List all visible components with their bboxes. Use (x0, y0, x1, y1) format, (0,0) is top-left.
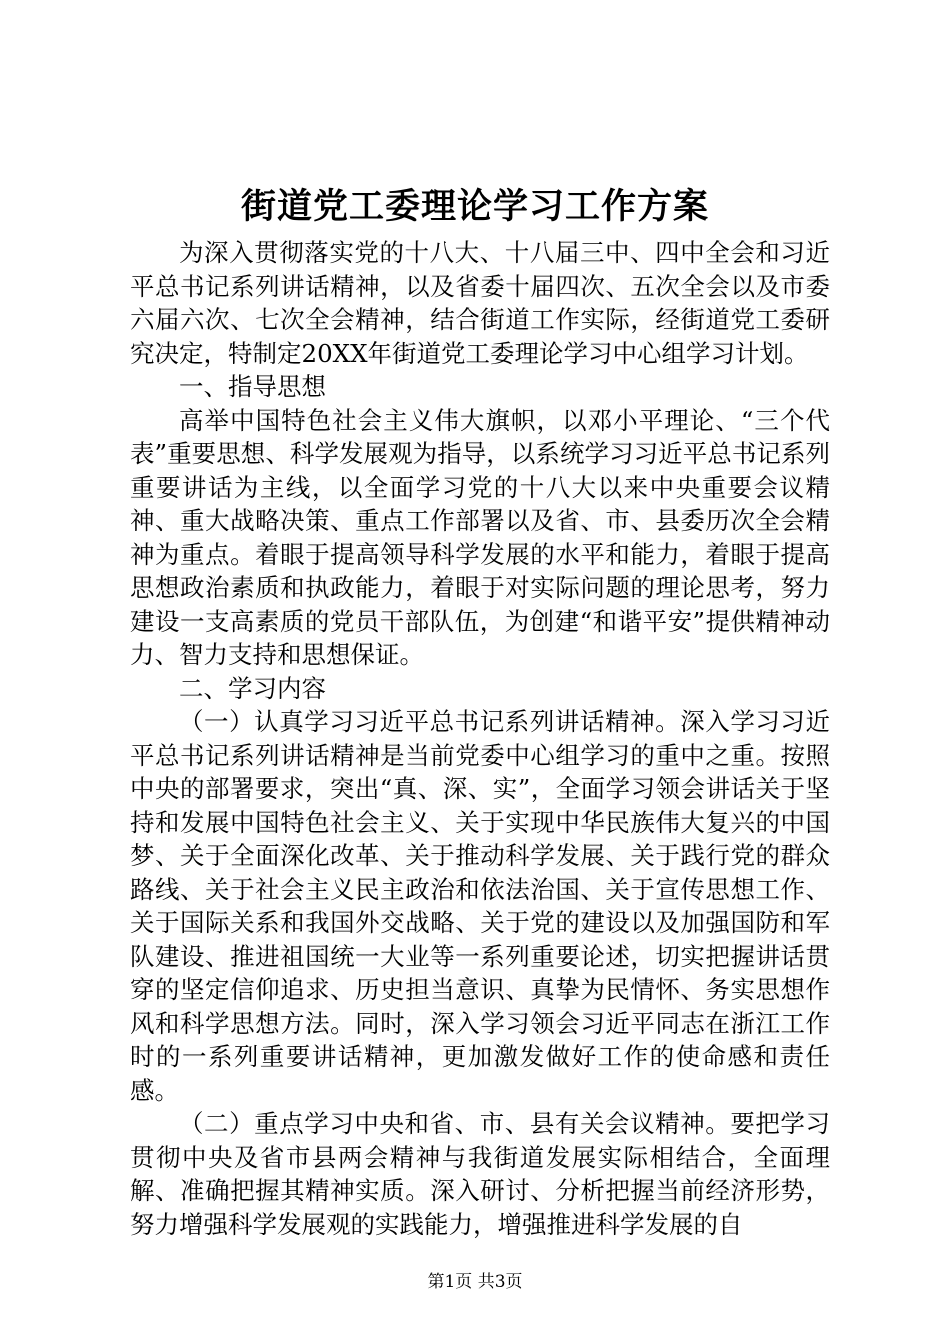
section-heading-guiding-ideology: 一、指导思想 (179, 372, 326, 401)
document-title: 街道党工委理论学习工作方案 (240, 186, 709, 227)
study-content-item-2: （二）重点学习中央和省、市、县有关会议精神。要把学习贯彻中央及省市县两会精神与我街道发展实际相结合，全面理解、准确把握其精神实质。深入研讨、分析把握当前经济形势，努力增强科学发展观的实践能力，增强推进科学发展的自 (130, 1109, 830, 1239)
section-heading-study-content: 二、学习内容 (179, 673, 326, 703)
study-content-item-1: （一）认真学习习近平总书记系列讲话精神。深入学习习近平总书记系列讲话精神是当前党委中心组学习的重中之重。按照中央的部署要求，突出“真、深、实”，全面学习领会讲话关于坚持和发展中国特色社会主义、关于实现中华民族伟大复兴的中国梦、关于全面深化改革、关于推动科学发展、关于践行党的群众路线、关于社会主义民主政治和依法治国、关于宣传思想工作、关于国际关系和我国外交战略、关于党的建设以及加强国防和军队建设、推进祖国统一大业等一系列重要论述，切实把握讲话贯穿的坚定信仰追求、历史担当意识、真挚为民情怀、务实思想作风和科学思想方法。同时，深入学习领会习近平同志在浙江工作时的一系列重要讲话精神，更加激发做好工作的使命感和责任感。 (130, 707, 830, 1105)
document-body (130, 236, 830, 1241)
guiding-ideology-paragraph: 高举中国特色社会主义伟大旗帜，以邓小平理论、“三个代表”重要思想、科学发展观为指导，以系统学习习近平总书记系列重要讲话为主线，以全面学习党的十八大以来中央重要会议精神、重大战略决策、重点工作部署以及省、市、县委历次全会精神为重点。着眼于提高领导科学发展的水平和能力，着眼于提高思想政治素质和执政能力，着眼于对实际问题的理论思考，努力建设一支高素质的党员干部队伍，为创建“和谐平安”提供精神动力、智力支持和思想保证。 (130, 405, 830, 669)
page-footer: 第1页 共3页 (427, 1272, 523, 1292)
intro-paragraph: 为深入贯彻落实党的十八大、十八届三中、四中全会和习近平总书记系列讲话精神，以及省委十届四次、五次全会以及市委六届六次、七次全会精神，结合街道工作实际，经街道党工委研究决定，特制定20XX年街道党工委理论学习中心组学习计划。 (130, 238, 830, 368)
